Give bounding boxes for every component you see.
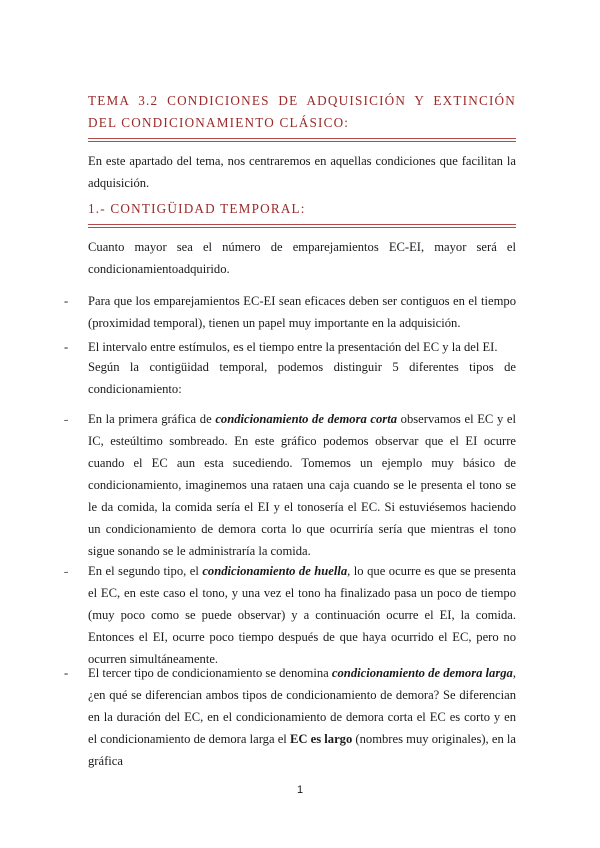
type-list (64, 560, 516, 670)
title-divider (88, 138, 516, 142)
list-item (64, 560, 516, 670)
section-divider (88, 224, 516, 228)
list-item (64, 290, 516, 334)
type-list (64, 662, 516, 772)
list-item-text (88, 666, 516, 768)
text-run: El tercer tipo de condicionamiento se denomina (88, 666, 332, 680)
section-heading: 1.- CONTIGÜIDAD TEMPORAL: (88, 201, 306, 216)
bullet-list (64, 336, 516, 358)
list-item (64, 336, 516, 358)
bold-highlight: EC es largo (289, 732, 353, 746)
bullet-list (64, 290, 516, 334)
tick-marker: ˗ (64, 412, 69, 426)
dash-marker: - (64, 666, 69, 680)
list-item-text: El intervalo entre estímulos, es el tiempo entre la presentación del EC y la del EI. (88, 340, 498, 354)
text-run: observamos el EC y el IC, esteúltimo sombreado. En este gráfico podemos observar que el EI ocurre cuando el EC aun esta sucediendo. Tomemos un ejemplo muy básico de condicionamiento, imaginemos una rataen una caja cuando se le presenta el tono se le da comida, la comida sería el EI y el tonosería el EC. Si estuviésemos haciendo un condicionamiento de demora corta lo que ocurriría sería que mientras el tono sigue sonando se le administraría la comida. (88, 412, 517, 558)
text-run: , lo que ocurre es que se presenta el EC, en este caso el tono, y una vez el tono ha finalizado pasa un poco de tiempo (muy poco como se puede observar) y a continuación ocurre el EI, la comida. Entonces el EI, ocurre poco tiempo después de que haya ocurrido el EC, pero no ocurren simultáneamente. (88, 564, 517, 666)
text-run: En el segundo tipo, el (88, 564, 203, 578)
term-highlight: condicionamiento de huella (202, 564, 348, 578)
paragraph-tipos: Según la contigüidad temporal, podemos distinguir 5 diferentes tipos de condicionamiento: (88, 360, 516, 396)
text-run: En la primera gráfica de (88, 412, 216, 426)
dash-marker: - (64, 340, 69, 354)
text-run: , ¿en qué se diferencian ambos tipos de condicionamiento de demora? Se diferencian en la duración del EC, en el condicionamiento de demora corta el EC es corto y en el condicionamiento de demora larga el (88, 666, 517, 746)
page-number: 1 (296, 784, 304, 796)
paragraph-emparejamientos: Cuanto mayor sea el número de emparejamientos EC-EI, mayor será el condicionamientoadquirido. (88, 240, 516, 276)
intro-paragraph: En este apartado del tema, nos centraremos en aquellas condiciones que facilitan la adquisición. (88, 154, 516, 190)
document-title: TEMA 3.2 CONDICIONES DE ADQUISICIÓN Y EXTINCIÓN DEL CONDICIONAMIENTO CLÁSICO: (88, 93, 516, 130)
type-list (64, 408, 516, 562)
list-item (64, 662, 516, 772)
list-item-text (88, 564, 516, 666)
tick-marker: ˗ (64, 564, 69, 578)
text-run: (nombres muy originales), en la gráfica (88, 732, 517, 768)
term-highlight: condicionamiento de demora larga (331, 666, 513, 680)
list-item-text (88, 412, 516, 558)
dash-marker: - (64, 294, 69, 308)
list-item-text: Para que los emparejamientos EC-EI sean eficaces deben ser contiguos en el tiempo (proximidad temporal), tienen un papel muy importante en la adquisición. (88, 294, 516, 330)
term-highlight: condicionamiento de demora corta (215, 412, 398, 426)
list-item (64, 408, 516, 562)
